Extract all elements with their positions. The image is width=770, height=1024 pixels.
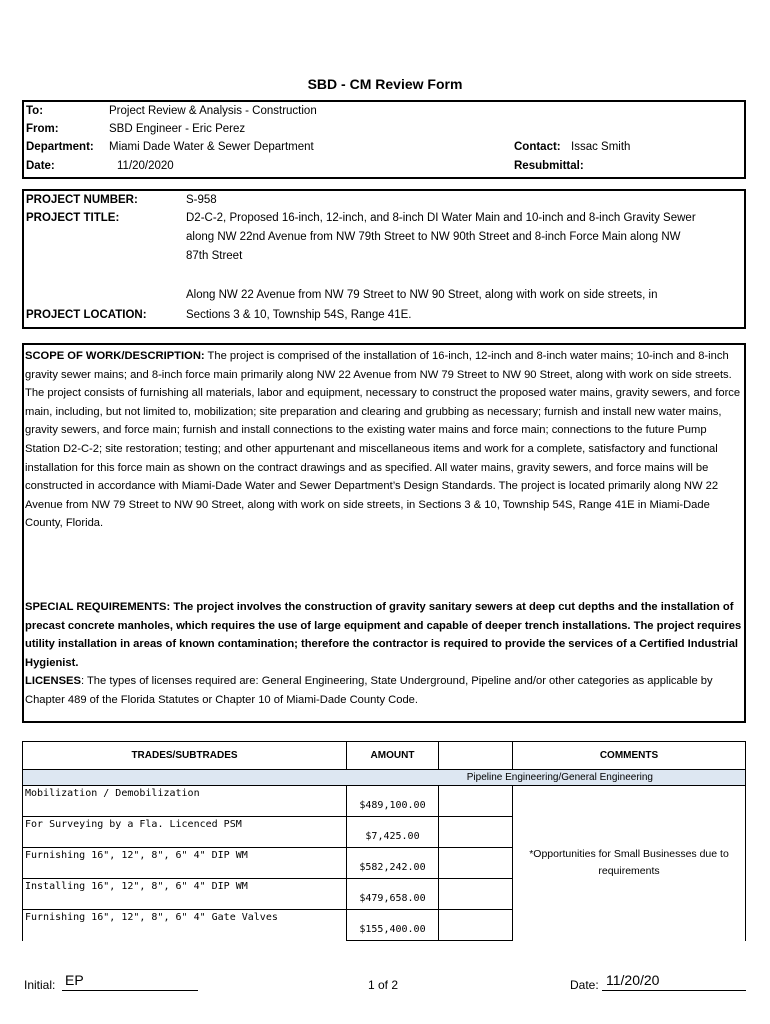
col-header-amount: AMOUNT — [347, 742, 439, 770]
trade-name: For Surveying by a Fla. Licenced PSM — [23, 817, 347, 848]
col-header-trades: TRADES/SUBTRADES — [23, 742, 347, 770]
to-value: Project Review & Analysis - Construction — [109, 105, 317, 117]
trade-amount: $479,658.00 — [347, 879, 439, 910]
trade-blank-cell — [439, 817, 513, 848]
project-title-line: 87th Street — [186, 250, 243, 262]
project-number-label: PROJECT NUMBER: — [26, 194, 138, 206]
trade-amount: $489,100.00 — [347, 786, 439, 817]
col-header-comments: COMMENTS — [513, 742, 746, 770]
project-location-label: PROJECT LOCATION: — [26, 309, 147, 321]
initial-line — [62, 990, 198, 991]
footer-date-value: 11/20/20 — [606, 972, 660, 988]
project-title-line: D2-C-2, Proposed 16-inch, 12-inch, and 8-inch DI Water Main and 10-inch and 8-inch Gravity Sewer — [186, 212, 696, 224]
scope-label: SCOPE OF WORK/DESCRIPTION: — [25, 350, 205, 362]
trade-comment: *Opportunities for Small Businesses due to requirements — [513, 786, 746, 941]
trade-name: Furnishing 16", 12", 8", 6" 4" DIP WM — [23, 848, 347, 879]
to-label: To: — [26, 105, 44, 117]
project-title-line: along NW 22nd Avenue from NW 79th Street to NW 90th Street and 8-inch Force Main along NW — [186, 231, 681, 243]
from-label: From: — [26, 123, 59, 135]
initial-label: Initial: — [24, 978, 56, 992]
trade-blank-cell — [439, 848, 513, 879]
page-number: 1 of 2 — [368, 978, 399, 992]
trade-name: Mobilization / Demobilization — [23, 786, 347, 817]
footer-date-label: Date: — [570, 978, 599, 992]
trade-blank-cell — [439, 910, 513, 941]
trades-table — [22, 741, 746, 941]
department-label: Department: — [26, 141, 94, 153]
department-value: Miami Dade Water & Sewer Department — [109, 141, 314, 153]
date-value: 11/20/2020 — [117, 160, 174, 172]
project-title-label: PROJECT TITLE: — [26, 212, 120, 224]
footer-date-line — [602, 990, 746, 991]
project-number-value: S-958 — [186, 194, 217, 206]
project-location-line: Sections 3 & 10, Township 54S, Range 41E. — [186, 309, 412, 321]
date-label: Date: — [26, 160, 55, 172]
scope-description — [25, 347, 744, 533]
trade-name: Installing 16", 12", 8", 6" 4" DIP WM — [23, 879, 347, 910]
project-section — [22, 189, 746, 329]
trade-amount: $7,425.00 — [347, 817, 439, 848]
scope-text: The project is comprised of the installation of 16-inch, 12-inch and 8-inch water mains; 10-inch and 8-inch gravity sewer mains; and 8-inch force main primarily along NW 22 Avenue from NW 79 Street to NW 90 Street, along with work on side streets. The project consists of furnishing all materials, labor and equipment, necessary to construct the proposed water mains, gravity sewers, and force main, including, but not limited to, mobilization; site preparation and clearing and grubbing as necessary; furnish and install new water mains, gravity sewers, and force main; furnish and install connections to the existing water mains and force main; connections to the future Pump Station D2-C-2; site restoration; testing; and other appurtenant and miscellaneous items and work for a complete, satisfactory and functional installation for this force main as shown on the contract drawings and as specified. All water mains, gravity sewers, and force mains will be constructed in accordance with Miami-Dade Water and Sewer Department’s Design Standards. The project is located primarily along NW 22 Avenue from NW 79 Street to NW 90 Street, along with work on side streets, in Sections 3 & 10, Township 54S, Range 41E in Miami-Dade County, Florida. — [25, 350, 741, 530]
initial-value: EP — [65, 972, 84, 988]
from-value: SBD Engineer - Eric Perez — [109, 123, 246, 135]
trade-amount: $582,242.00 — [347, 848, 439, 879]
form-title: SBD - CM Review Form — [307, 76, 463, 92]
trade-blank-cell — [439, 786, 513, 817]
trade-blank-cell — [439, 879, 513, 910]
contact-value: Issac Smith — [571, 141, 631, 153]
licenses-text: : The types of licenses required are: General Engineering, State Underground, Pipeline and/or other categories as applicable by Chapter 489 of the Florida Statutes or Chapter 10 of Miami-Dade County Code. — [25, 675, 713, 706]
project-location-line: Along NW 22 Avenue from NW 79 Street to NW 90 Street, along with work on side streets, in — [186, 289, 658, 301]
trade-category-band: Pipeline Engineering/General Engineering — [23, 770, 746, 786]
resubmittal-label: Resubmittal: — [514, 160, 584, 172]
trade-amount: $155,400.00 — [347, 910, 439, 941]
col-header-blank — [439, 742, 513, 770]
trade-name: Furnishing 16", 12", 8", 6" 4" Gate Valves — [23, 910, 347, 941]
licenses-label: LICENSES — [25, 675, 81, 688]
special-requirements — [25, 598, 744, 710]
contact-label: Contact: — [514, 141, 561, 153]
special-requirements-text: SPECIAL REQUIREMENTS: The project involves the construction of gravity sanitary sewers at deep cut depths and the installation of precast concrete manholes, which requires the use of large equipment and capable of deeper trench installations. The project requires utility installation in areas of known contamination; therefore the contractor is required to provide the services of a Certified Industrial Hygienist. — [25, 601, 742, 669]
